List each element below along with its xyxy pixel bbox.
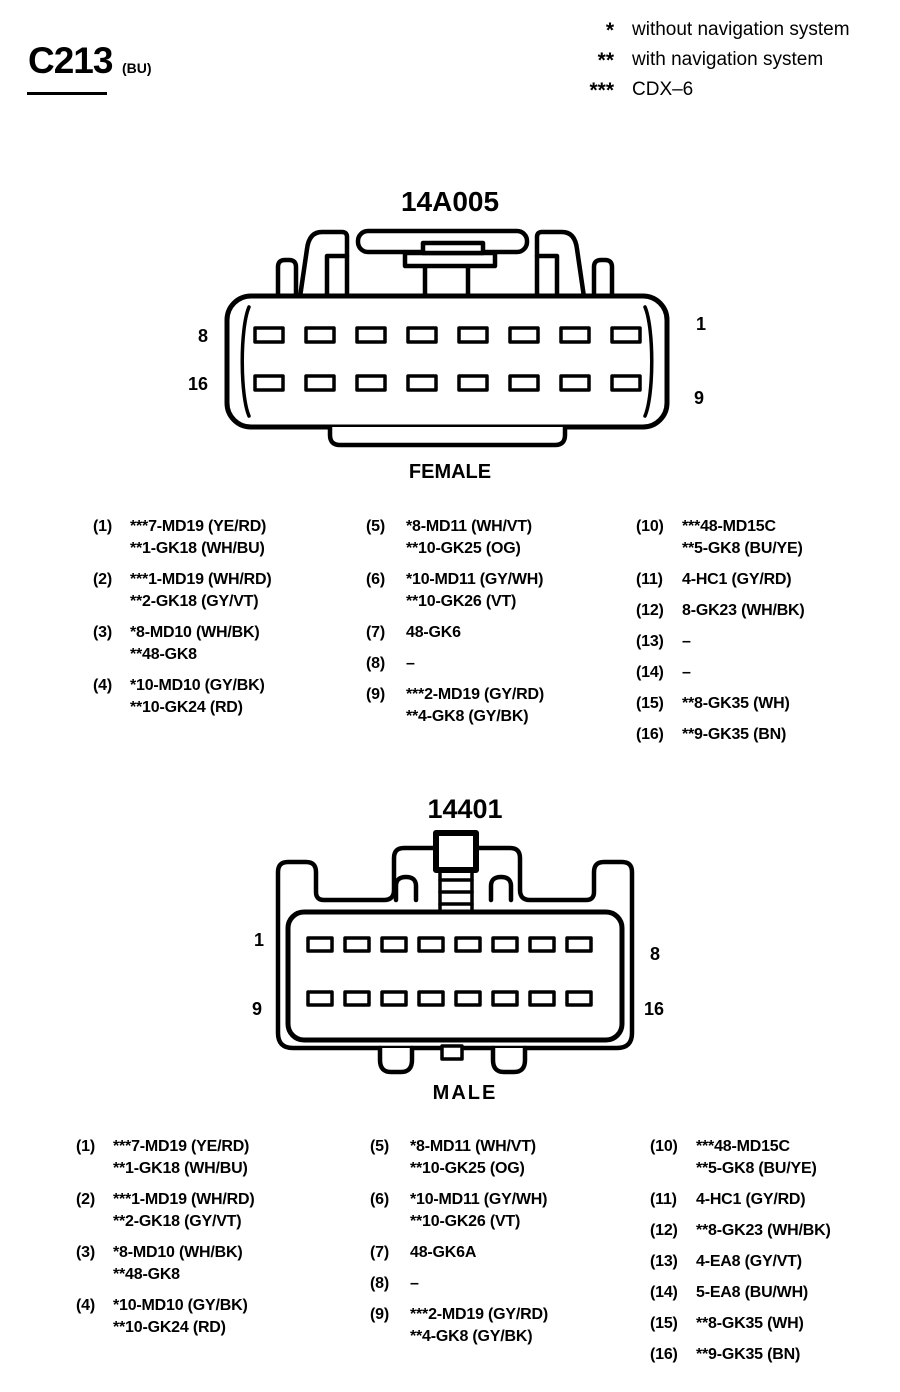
pin-row xyxy=(366,569,626,613)
legend-symbol: * xyxy=(605,19,614,42)
pin-circuits: ***7-MD19 (YE/RD) **1-GK18 (WH/BU) xyxy=(113,1138,250,1177)
pin-circuits: – xyxy=(410,1275,419,1292)
pin-row xyxy=(93,622,358,666)
female-pin-list-col1 xyxy=(93,516,358,728)
pin-row xyxy=(76,1242,346,1286)
pin-number: (1) xyxy=(93,518,112,535)
pin-number: (16) xyxy=(650,1346,678,1363)
pin-number: (14) xyxy=(636,664,664,681)
pin-circuits: 4-EA8 (GY/VT) xyxy=(696,1253,802,1270)
pin-number: (12) xyxy=(636,602,664,619)
female-pin-list-col3 xyxy=(636,516,886,755)
legend-row xyxy=(558,18,890,48)
female-body xyxy=(227,296,667,427)
pin-number: (2) xyxy=(76,1191,95,1208)
pin-number: (4) xyxy=(93,677,112,694)
pin-row xyxy=(650,1282,895,1304)
pin-row xyxy=(370,1242,630,1264)
male-right-foot xyxy=(493,1048,525,1072)
female-left-bump xyxy=(278,260,296,297)
pin-number: (2) xyxy=(93,571,112,588)
pin-number: (4) xyxy=(76,1297,95,1314)
pin-number: (15) xyxy=(636,695,664,712)
pin-row xyxy=(370,1136,630,1180)
female-latch-top xyxy=(423,243,483,253)
male-connector-diagram xyxy=(230,820,700,1080)
pin-row xyxy=(76,1189,346,1233)
female-pin1-label: 1 xyxy=(696,314,707,334)
male-gender-label: MALE xyxy=(432,1082,498,1104)
pin-row xyxy=(636,662,886,684)
pin-number: (13) xyxy=(636,633,664,650)
pin-circuits: *8-MD11 (WH/VT) **10-GK25 (OG) xyxy=(410,1138,536,1177)
male-body xyxy=(288,912,622,1040)
male-left-foot xyxy=(380,1048,412,1072)
pin-row xyxy=(650,1344,895,1366)
pin-number: (9) xyxy=(366,686,385,703)
pin-circuits: 4-HC1 (GY/RD) xyxy=(682,571,792,588)
male-pin-list-col3 xyxy=(650,1136,895,1375)
pin-circuits: 48-GK6A xyxy=(410,1244,477,1261)
pin-number: (14) xyxy=(650,1284,678,1301)
connector-id: C213 xyxy=(28,40,113,81)
pin-row xyxy=(636,724,886,746)
female-bottom-tab xyxy=(330,427,565,445)
pin-circuits: ***2-MD19 (GY/RD) **4-GK8 (GY/BK) xyxy=(410,1306,548,1345)
pin-circuits: ***1-MD19 (WH/RD) **2-GK18 (GY/VT) xyxy=(113,1191,255,1230)
pin-row xyxy=(93,516,358,560)
pin-circuits: ***2-MD19 (GY/RD) **4-GK8 (GY/BK) xyxy=(406,686,544,725)
pin-row xyxy=(93,675,358,719)
male-pin-list-col1 xyxy=(76,1136,346,1348)
pin-circuits: *10-MD10 (GY/BK) **10-GK24 (RD) xyxy=(113,1297,248,1336)
pin-row xyxy=(76,1295,346,1339)
pin-row xyxy=(366,622,626,644)
pin-number: (5) xyxy=(366,518,385,535)
pin-circuits: *10-MD11 (GY/WH) **10-GK26 (VT) xyxy=(406,571,544,610)
male-part-number: 14401 xyxy=(427,794,503,824)
pin-circuits: *8-MD11 (WH/VT) **10-GK25 (OG) xyxy=(406,518,532,557)
male-pin8-label: 8 xyxy=(650,944,661,964)
pin-number: (3) xyxy=(93,624,112,641)
pin-row xyxy=(650,1251,895,1273)
pin-number: (7) xyxy=(370,1244,389,1261)
pin-number: (11) xyxy=(636,571,663,588)
pin-number: (5) xyxy=(370,1138,389,1155)
male-latch xyxy=(436,833,476,870)
pin-circuits: **8-GK35 (WH) xyxy=(682,695,790,712)
pin-circuits: *10-MD10 (GY/BK) **10-GK24 (RD) xyxy=(130,677,265,716)
pin-number: (3) xyxy=(76,1244,95,1261)
male-pin9-label: 9 xyxy=(252,999,263,1019)
pin-number: (8) xyxy=(366,655,385,672)
legend xyxy=(558,18,890,108)
legend-label: with navigation system xyxy=(632,49,824,70)
pin-circuits: ***1-MD19 (WH/RD) **2-GK18 (GY/VT) xyxy=(130,571,272,610)
female-pin9-label: 9 xyxy=(694,388,705,408)
connector-color-code: (BU) xyxy=(122,60,152,76)
female-pin8-label: 8 xyxy=(198,326,209,346)
pin-row xyxy=(636,693,886,715)
pin-row xyxy=(650,1136,895,1180)
pin-circuits: **8-GK23 (WH/BK) xyxy=(696,1222,831,1239)
pin-circuits: *8-MD10 (WH/BK) **48-GK8 xyxy=(130,624,260,663)
pin-number: (13) xyxy=(650,1253,678,1270)
legend-label: CDX–6 xyxy=(632,79,694,100)
pin-row xyxy=(76,1136,346,1180)
pin-circuits: 8-GK23 (WH/BK) xyxy=(682,602,805,619)
pin-circuits: ***7-MD19 (YE/RD) **1-GK18 (WH/BU) xyxy=(130,518,267,557)
connector-id-underline xyxy=(27,92,107,95)
pin-number: (10) xyxy=(636,518,664,535)
pin-row xyxy=(370,1304,630,1348)
female-pin-list-col2 xyxy=(366,516,626,737)
female-pin16-label: 16 xyxy=(188,374,209,394)
pin-row xyxy=(636,569,886,591)
male-pin16-label: 16 xyxy=(644,999,665,1019)
pin-row xyxy=(650,1313,895,1335)
pin-row xyxy=(366,653,626,675)
pin-circuits: **9-GK35 (BN) xyxy=(696,1346,801,1363)
male-pin-list-col2 xyxy=(370,1136,630,1357)
pin-circuits: *8-MD10 (WH/BK) **48-GK8 xyxy=(113,1244,243,1283)
pin-number: (6) xyxy=(370,1191,389,1208)
pin-circuits: ***48-MD15C **5-GK8 (BU/YE) xyxy=(682,518,803,557)
pin-circuits: – xyxy=(682,633,691,650)
legend-symbol: ** xyxy=(597,49,614,72)
female-part-number: 14A005 xyxy=(400,186,500,217)
female-connector-diagram xyxy=(170,223,730,460)
pin-row xyxy=(636,631,886,653)
pin-circuits: – xyxy=(406,655,415,672)
pin-circuits: ***48-MD15C **5-GK8 (BU/YE) xyxy=(696,1138,817,1177)
pin-row xyxy=(636,600,886,622)
pin-row xyxy=(636,516,886,560)
pin-number: (15) xyxy=(650,1315,678,1332)
female-gender-label: FEMALE xyxy=(408,461,492,483)
pin-circuits: 4-HC1 (GY/RD) xyxy=(696,1191,806,1208)
pin-number: (9) xyxy=(370,1306,389,1323)
pin-circuits: **9-GK35 (BN) xyxy=(682,726,787,743)
pin-row xyxy=(370,1189,630,1233)
legend-symbol: *** xyxy=(589,79,614,102)
legend-label: without navigation system xyxy=(632,19,850,40)
pin-number: (7) xyxy=(366,624,385,641)
male-bottom-square xyxy=(442,1046,462,1059)
pin-row xyxy=(650,1220,895,1242)
pin-number: (16) xyxy=(636,726,664,743)
pin-number: (11) xyxy=(650,1191,677,1208)
female-left-tab xyxy=(300,232,347,297)
pin-number: (10) xyxy=(650,1138,678,1155)
pin-number: (12) xyxy=(650,1222,678,1239)
pin-row xyxy=(366,516,626,560)
female-right-bump xyxy=(594,260,612,297)
pin-circuits: 5-EA8 (BU/WH) xyxy=(696,1284,809,1301)
pin-circuits: **8-GK35 (WH) xyxy=(696,1315,804,1332)
female-right-tab xyxy=(537,232,584,297)
male-pin1-label: 1 xyxy=(254,930,265,950)
pin-circuits: 48-GK6 xyxy=(406,624,461,641)
pin-row xyxy=(93,569,358,613)
pin-row xyxy=(650,1189,895,1211)
legend-row xyxy=(558,78,890,108)
pin-number: (1) xyxy=(76,1138,95,1155)
pin-circuits: – xyxy=(682,664,691,681)
pin-row xyxy=(366,684,626,728)
pin-circuits: *10-MD11 (GY/WH) **10-GK26 (VT) xyxy=(410,1191,548,1230)
pin-number: (6) xyxy=(366,571,385,588)
pin-number: (8) xyxy=(370,1275,389,1292)
legend-row xyxy=(558,48,890,78)
pin-row xyxy=(370,1273,630,1295)
